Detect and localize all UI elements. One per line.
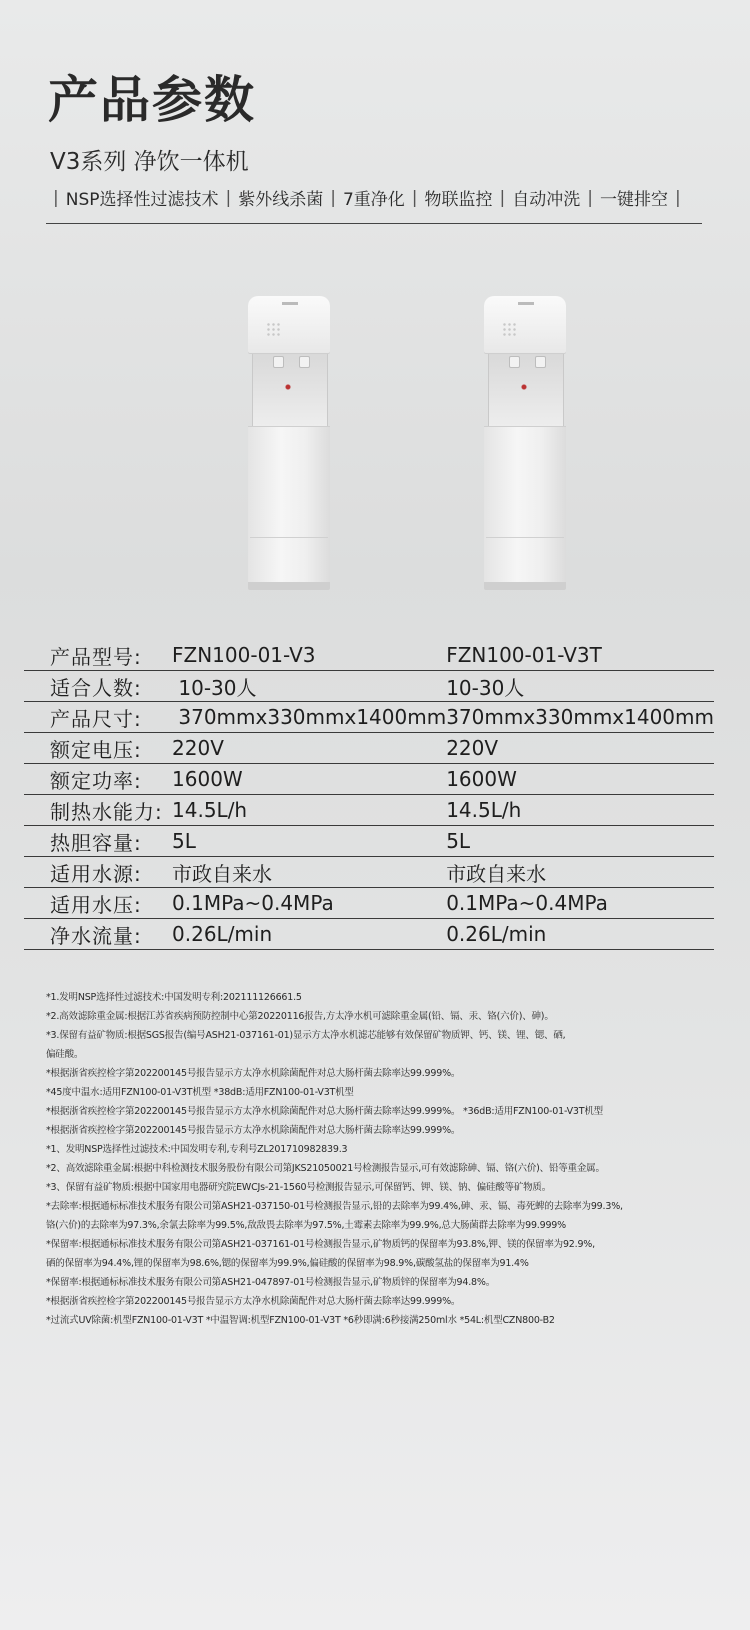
spec-row: [24, 857, 714, 888]
spec-label: 额定功率:: [24, 764, 172, 795]
spec-row: [24, 795, 714, 826]
feature-separator: |: [225, 187, 232, 208]
hot-water-badge-icon: [519, 382, 529, 392]
feature-separator: |: [675, 187, 681, 208]
water-dispenser-illustration: [484, 296, 566, 590]
spec-table: [24, 640, 714, 950]
spec-row: [24, 702, 714, 733]
logo-mark: [518, 302, 534, 305]
tap-icon: [273, 356, 284, 368]
footnote: *根据浙省疾控检字第202200145号报告显示方太净水机除菌配件对总大肠杆菌去除率达99.999%。: [46, 1296, 461, 1307]
control-panel: [266, 322, 280, 336]
spec-value-v3t: 5L: [446, 826, 714, 857]
spec-value-v3t: 市政自来水: [446, 857, 714, 888]
spec-label: 热胆容量:: [24, 826, 172, 857]
feature-item: 7重净化: [342, 190, 405, 210]
spec-row: [24, 919, 714, 950]
footnote: *根据浙省疾控检字第202200145号报告显示方太净水机除菌配件对总大肠杆菌去除率达99.999%。: [46, 1068, 461, 1079]
footnote: *1、发明NSP选择性过滤技术:中国发明专利,专利号ZL201710982839.3: [46, 1144, 348, 1155]
footnote: *3、保留有益矿物质:根据中国家用电器研究院EWCJs-21-1560号检测报告显示,可保留钙、钾、镁、钠、偏硅酸等矿物质。: [46, 1182, 552, 1193]
dispenser-head: [484, 296, 566, 354]
spec-label: 额定电压:: [24, 733, 172, 764]
logo-mark: [282, 302, 298, 305]
spec-label: 产品尺寸:: [24, 702, 172, 733]
spec-value-v3: 220V: [172, 733, 446, 764]
footnote: *1.发明NSP选择性过滤技术:中国发明专利:202111126661.5: [46, 992, 302, 1003]
spec-value-v3: 370mmx330mmx1400mm: [172, 702, 446, 733]
spec-value-v3: FZN100-01-V3: [172, 640, 446, 671]
spec-value-v3t: 0.26L/min: [446, 919, 714, 950]
spec-row: [24, 733, 714, 764]
spec-value-v3t: FZN100-01-V3T: [446, 640, 714, 671]
spec-value-v3t: 220V: [446, 733, 714, 764]
spec-row: [24, 764, 714, 795]
spec-row: [24, 888, 714, 919]
footnote: *保留率:根据通标标准技术服务有限公司第ASH21-047897-01号检测报告显示,矿物质锌的保留率为94.8%。: [46, 1277, 496, 1288]
tap-icon: [535, 356, 546, 368]
spec-value-v3: 市政自来水: [172, 857, 446, 888]
divider: [46, 223, 702, 224]
feature-separator: |: [411, 187, 418, 208]
footnote: 铬(六价)的去除率为97.3%,余氯去除率为99.5%,敌敌畏去除率为97.5%,土霉素去除率为99.9%,总大肠菌群去除率为99.999%: [46, 1220, 566, 1231]
spec-label: 制热水能力:: [24, 795, 172, 826]
spec-value-v3: 1600W: [172, 764, 446, 795]
footnote: *2.高效滤除重金属:根据江苏省疾病预防控制中心第20220116报告,方太净水机可滤除重金属(铅、镉、汞、铬(六价)、砷)。: [46, 1011, 554, 1022]
dispenser-base: [484, 582, 566, 590]
spec-value-v3: 5L: [172, 826, 446, 857]
spec-label: 适用水源:: [24, 857, 172, 888]
feature-list: [46, 185, 706, 210]
footnote: *根据浙省疾控检字第202200145号报告显示方太净水机除菌配件对总大肠杆菌去除率达99.999%。 *36dB:适用FZN100-01-V3T机型: [46, 1106, 603, 1117]
product-image-v3t: [484, 296, 566, 590]
footnote: *保留率:根据通标标准技术服务有限公司第ASH21-037161-01号检测报告显示,矿物质钙的保留率为93.8%,钾、镁的保留率为92.9%,: [46, 1239, 595, 1250]
footnote: *3.保留有益矿物质:根据SGS报告(编号ASH21-037161-01)显示方太净水机滤芯能够有效保留矿物质钾、钙、镁、锂、锶、硒,: [46, 1030, 566, 1041]
feature-separator: |: [53, 187, 59, 208]
spec-value-v3t: 0.1MPa~0.4MPa: [446, 888, 714, 919]
tap-recess: [252, 354, 328, 426]
water-dispenser-illustration: [248, 296, 330, 590]
footnote: 偏硅酸。: [46, 1049, 84, 1060]
spec-value-v3: 0.1MPa~0.4MPa: [172, 888, 446, 919]
footnote: 硒的保留率为94.4%,锂的保留率为98.6%,锶的保留率为99.9%,偏硅酸的保留率为98.9%,碳酸氢盐的保留率为91.4%: [46, 1258, 529, 1269]
footnote: *45度中温水:适用FZN100-01-V3T机型 *38dB:适用FZN100-01-V3T机型: [46, 1087, 354, 1098]
dispenser-base: [248, 582, 330, 590]
feature-item: 紫外线杀菌: [238, 190, 324, 210]
spec-value-v3t: 14.5L/h: [446, 795, 714, 826]
feature-separator: |: [587, 187, 593, 208]
feature-item: 自动冲洗: [512, 190, 581, 210]
spec-value-v3t: 370mmx330mmx1400mm: [446, 702, 714, 733]
tap-icon: [509, 356, 520, 368]
spec-value-v3: 14.5L/h: [172, 795, 446, 826]
control-panel: [502, 322, 516, 336]
feature-item: 一键排空: [600, 190, 668, 210]
footnote: *过流式UV除菌:机型FZN100-01-V3T *中温智调:机型FZN100-01-V3T *6秒即满:6秒接满250ml水 *54L:机型CZN800-B2: [46, 1315, 555, 1326]
dispenser-body: [248, 426, 330, 583]
spec-value-v3: 10-30人: [172, 671, 446, 702]
tap-icon: [299, 356, 310, 368]
spec-label: 净水流量:: [24, 919, 172, 950]
footnote: *2、高效滤除重金属:根据中科检测技术服务股份有限公司第JKS21050021号检测报告显示,可有效滤除砷、镉、铬(六价)、铅等重金属。: [46, 1163, 605, 1174]
tap-recess: [488, 354, 564, 426]
feature-item: NSP选择性过滤技术: [65, 190, 219, 210]
spec-row: [24, 640, 714, 671]
footnotes: [46, 988, 696, 1330]
series-subtitle: V3系列 净饮一体机: [50, 149, 249, 175]
page-title: 产品参数: [48, 71, 256, 129]
spec-value-v3t: 10-30人: [446, 671, 714, 702]
feature-separator: |: [499, 187, 506, 208]
footnote: *根据浙省疾控检字第202200145号报告显示方太净水机除菌配件对总大肠杆菌去除率达99.999%。: [46, 1125, 461, 1136]
feature-item: 物联监控: [424, 190, 493, 210]
dispenser-body: [484, 426, 566, 583]
spec-row: [24, 826, 714, 857]
spec-value-v3t: 1600W: [446, 764, 714, 795]
spec-value-v3: 0.26L/min: [172, 919, 446, 950]
product-image-v3: [248, 296, 330, 590]
hot-water-badge-icon: [283, 382, 293, 392]
spec-label: 适合人数:: [24, 671, 172, 702]
footnote: *去除率:根据通标标准技术服务有限公司第ASH21-037150-01号检测报告显示,铅的去除率为99.4%,砷、汞、镉、毒死蜱的去除率为99.3%,: [46, 1201, 623, 1212]
spec-label: 适用水压:: [24, 888, 172, 919]
spec-label: 产品型号:: [24, 640, 172, 671]
dispenser-head: [248, 296, 330, 354]
feature-separator: |: [330, 187, 336, 208]
spec-row: [24, 671, 714, 702]
